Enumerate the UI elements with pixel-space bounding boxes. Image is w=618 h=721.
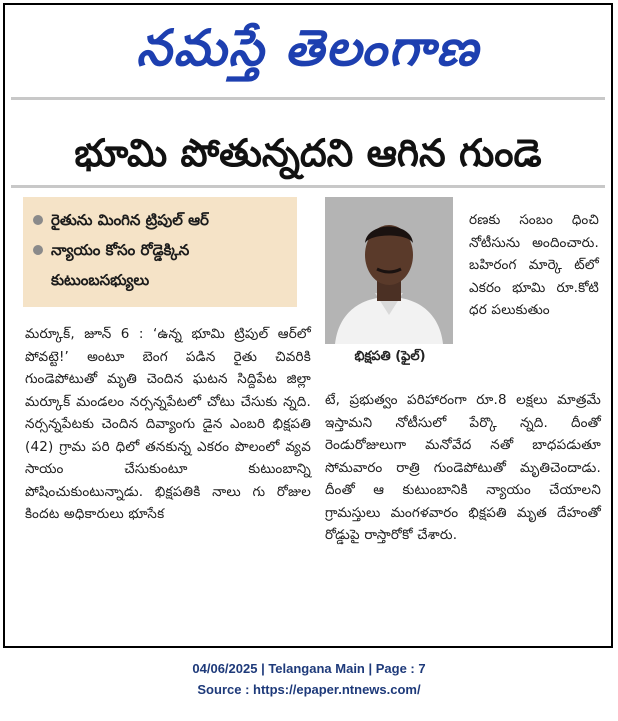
bullet-icon (33, 215, 43, 225)
highlight-text: రైతును మింగిన ట్రిపుల్ ఆర్ (51, 211, 209, 229)
headline: భూమి పోతున్నదని ఆగిన గుండె (74, 131, 542, 175)
photo-caption: భిక్షపతి (ఫైల్) (354, 349, 426, 364)
article-frame (3, 3, 613, 648)
divider (11, 97, 605, 100)
body-column-left: మర్కూక్, జూన్ 6 : ‘ఉన్న భూమి ట్రిపుల్ ఆర్‌లో పోవట్టె!’ అంటూ బెంగ పడిన రైతు చివరికి గుండెపోటుతో మృతి చెందిన ఘటన సిద్దిపేట జిల్లా మర్కూక్ మండలం నర్సన్నపేటలో చోటు చేసుకు న్నది. నర్సన్నపేటకు చెందిన దివ్యాంగు డైన ఎంబరి భిక్షపతి (42) గ్రామ పరి ధిలో తనకున్న ఎకరం పొలంలో వ్యవ సాయం చేసుకుంటూ కుటుంబాన్ని పోషించుకుంటున్నాడు. భిక్షపతికి నాలు గు రోజుల కిందట అధికారులు భూసేక (25, 326, 311, 522)
highlight-item (33, 235, 289, 295)
bullet-icon (33, 245, 43, 255)
body-column-right-top: రణకు సంబం ధించి నోటీసును అందించారు. బహిరంగ మార్కె ట్‌లో ఎకరం భూమి రూ.కోటి ధర పలుకుతుం (469, 212, 599, 318)
footer-source-line: Source : https://epaper.ntnews.com/ (197, 682, 421, 697)
footer (0, 658, 618, 700)
body-column-right-bottom: టే, ప్రభుత్వం పరిహారంగా రూ.8 లక్షలు మాత్రమే ఇస్తామని నోటీసులో పేర్కొ న్నది. దీంతో రెండురోజులుగా మనోవేద నతో బాధపడుతూ సోమవారం రాత్రి గుండెపోటుతో మృతిచెందాడు. దీంతో ఆ కుటుంబానికి న్యాయం చేయాలని గ్రామస్తులు మంగళవారం భిక్షపతి మృత దేహంతో రోడ్డుపై రాస్తారోకో చేశారు. (325, 392, 601, 543)
masthead-title: నమస్తే తెలంగాణ (136, 19, 480, 77)
highlight-text: న్యాయం కోసం రోడ్డెక్కిన కుటుంబసభ్యులు (51, 241, 190, 289)
highlight-box (23, 197, 297, 307)
highlight-item (33, 205, 289, 235)
person-photo (325, 197, 453, 344)
masthead (5, 5, 611, 91)
footer-date-line: 04/06/2025 | Telangana Main | Page : 7 (192, 661, 426, 676)
divider (11, 185, 605, 188)
